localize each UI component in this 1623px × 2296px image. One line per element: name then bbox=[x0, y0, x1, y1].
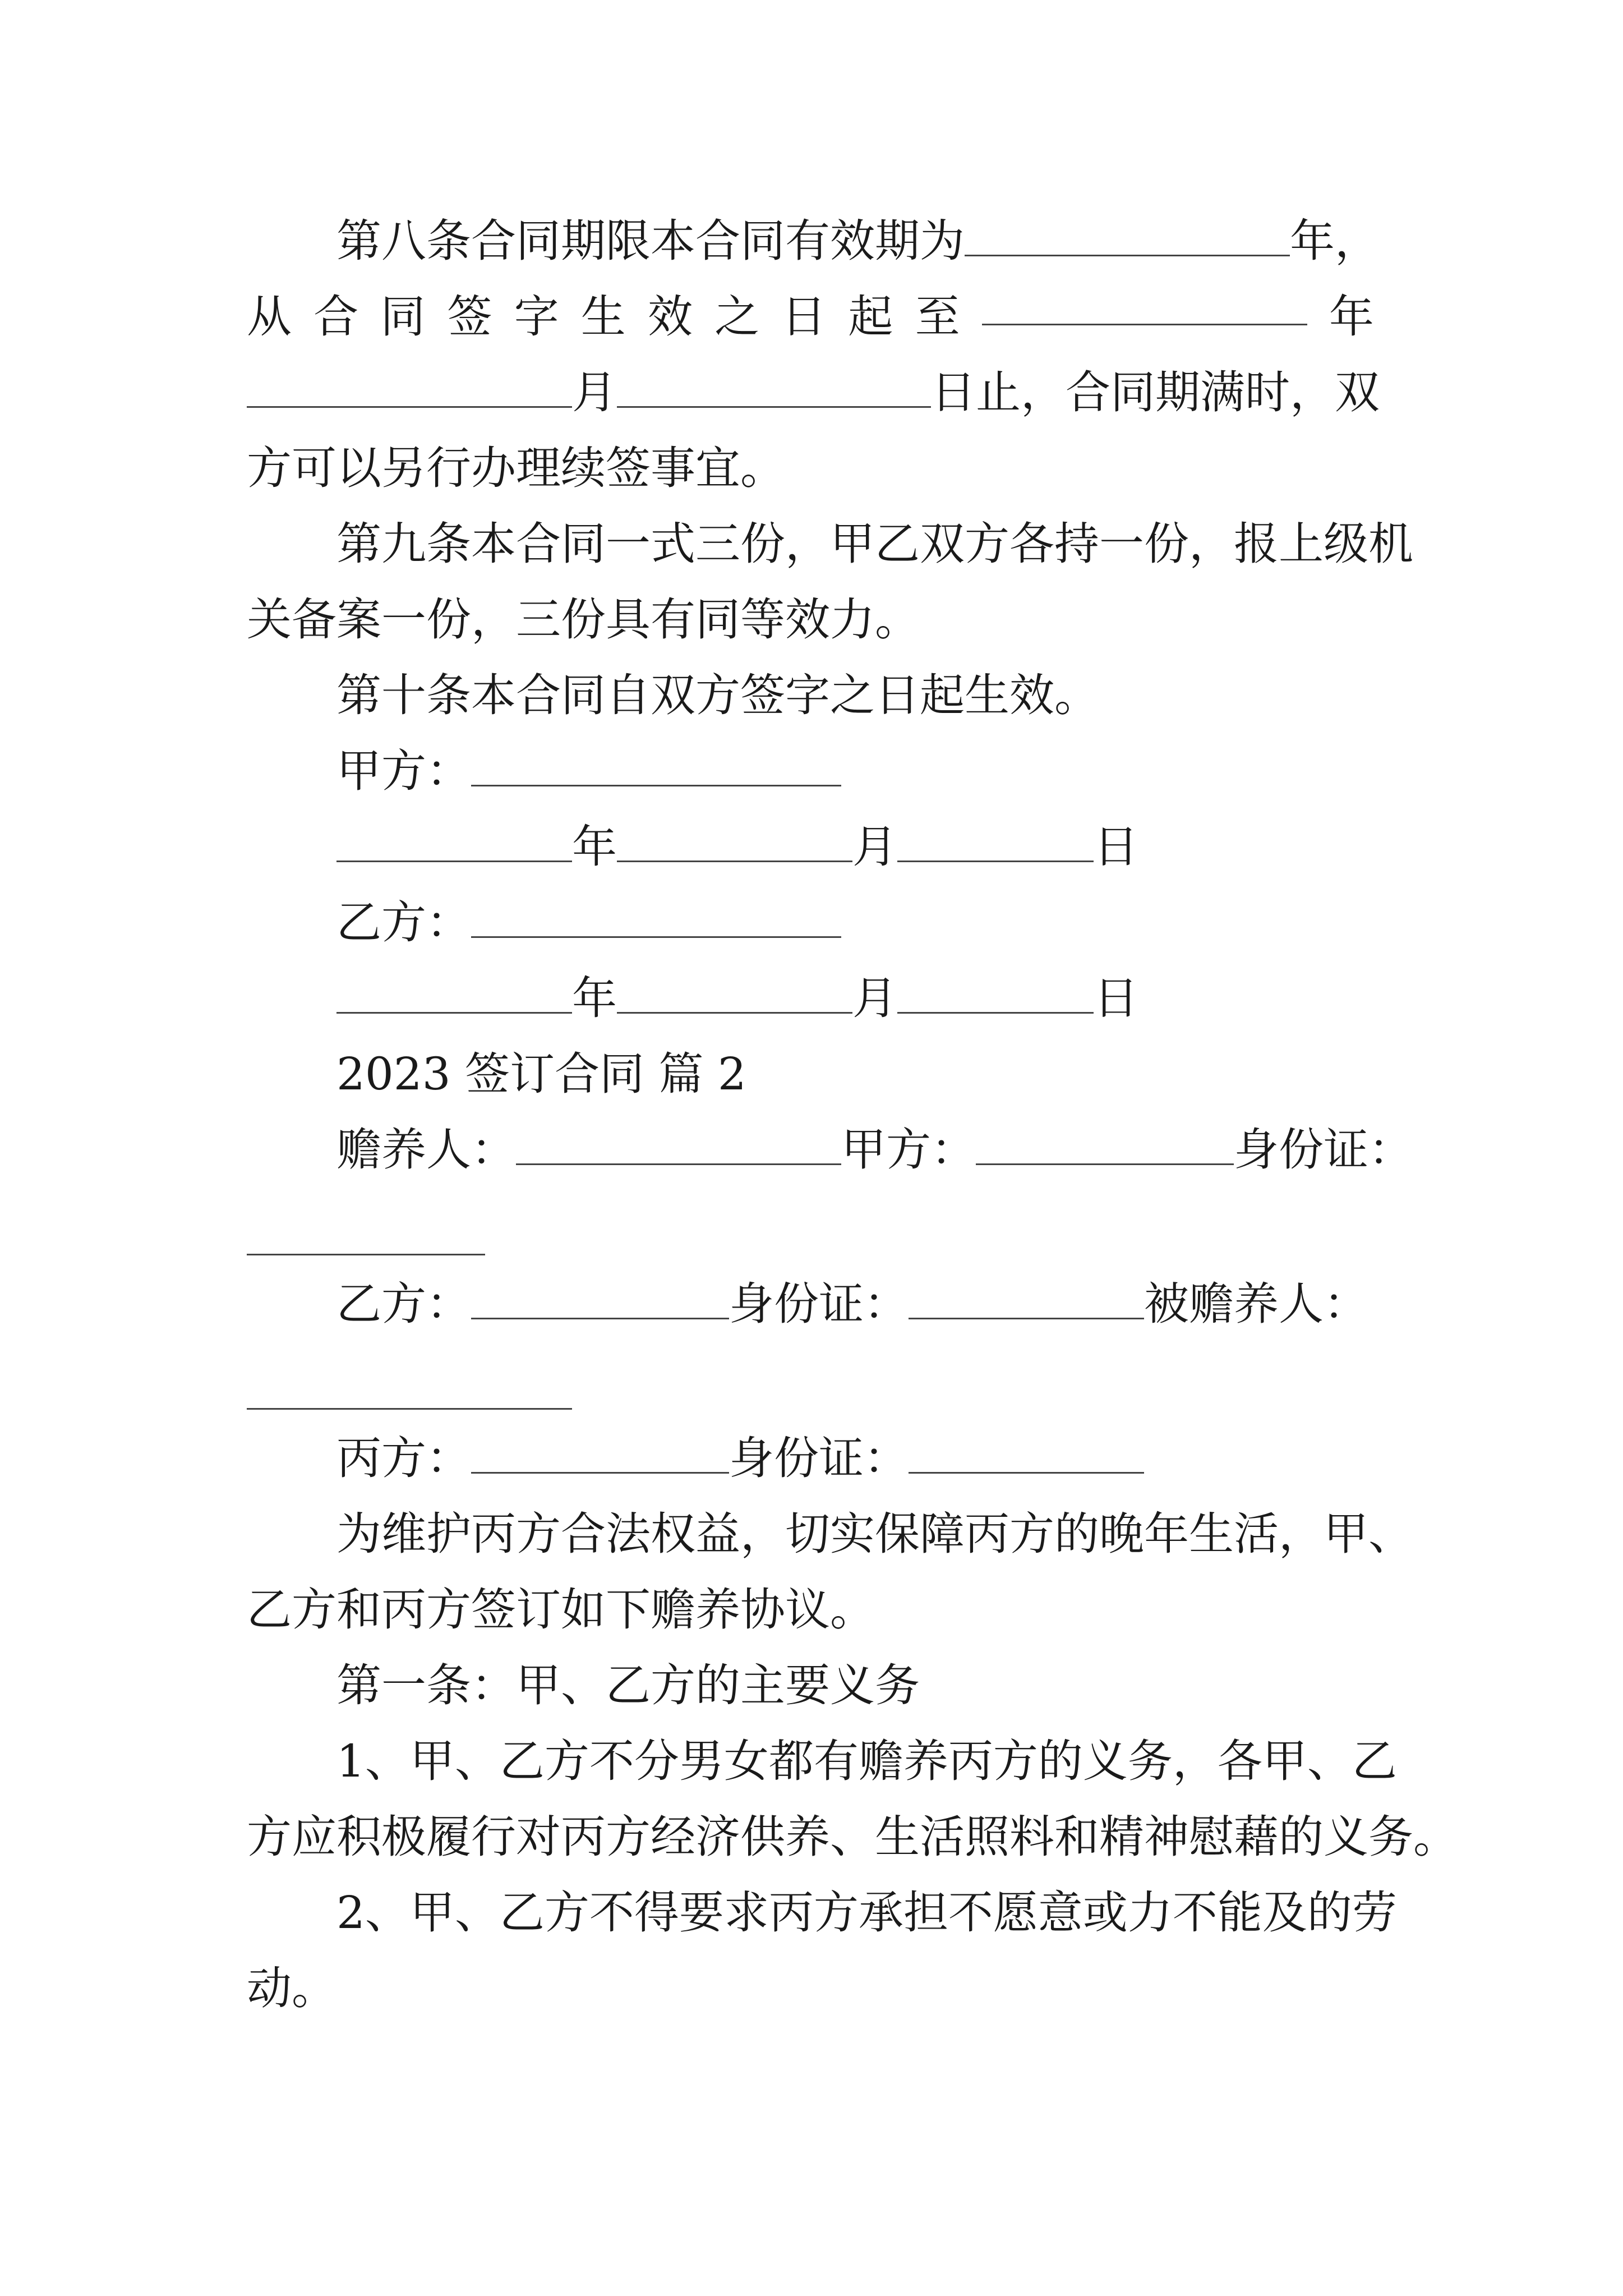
art8-line2 bbox=[247, 289, 1374, 345]
art8-line4: 方可以另行办理续签事宜。 bbox=[247, 442, 785, 494]
item2-line1: 2、甲、乙方不得要求丙方承担不愿意或力不能及的劳 bbox=[336, 1887, 1397, 1939]
section-title: 2023 签订合同 篇 2 bbox=[336, 1048, 746, 1100]
art8-line3 bbox=[247, 365, 1380, 421]
month-label: 月 bbox=[852, 821, 897, 873]
day-label: 日 bbox=[1094, 821, 1138, 873]
b-id-blank[interactable] bbox=[909, 1283, 1144, 1319]
char: 起 bbox=[848, 291, 893, 343]
c-id-blank[interactable] bbox=[909, 1437, 1144, 1474]
art8-text: 第八条合同期限本合同有效期为 bbox=[336, 215, 965, 267]
party-b-date bbox=[336, 970, 1138, 1027]
c-blank[interactable] bbox=[471, 1437, 729, 1474]
blank-end-year[interactable] bbox=[982, 289, 1307, 325]
item2-line2: 动。 bbox=[247, 1962, 336, 2014]
month-label: 月 bbox=[852, 972, 897, 1024]
party-a-line bbox=[336, 743, 841, 799]
id-label: 身份证： bbox=[729, 1432, 909, 1484]
c-line bbox=[336, 1430, 1144, 1487]
blank-end-day[interactable] bbox=[617, 371, 931, 408]
intro-line1: 为维护丙方合法权益，切实保障丙方的晚年生活，甲、 bbox=[336, 1508, 1413, 1560]
art9-line1: 第九条本合同一式三份，甲乙双方各持一份，报上级机 bbox=[336, 518, 1413, 570]
year-label: 年 bbox=[572, 972, 617, 1024]
char: 年 bbox=[1329, 291, 1374, 343]
supported-label: 被赡养人： bbox=[1144, 1278, 1368, 1330]
supporter-label: 赡养人： bbox=[336, 1124, 516, 1176]
art8-line1 bbox=[336, 213, 1380, 269]
char: 效 bbox=[647, 291, 693, 343]
blank-year[interactable] bbox=[336, 826, 572, 862]
art8-day-end: 日止，合同期满时，双 bbox=[931, 366, 1380, 418]
blank-day[interactable] bbox=[897, 826, 1094, 862]
char: 日 bbox=[781, 291, 827, 343]
blank-day[interactable] bbox=[897, 977, 1094, 1014]
year-label: 年 bbox=[572, 821, 617, 873]
party-b-line bbox=[336, 895, 841, 951]
blank-year[interactable] bbox=[336, 977, 572, 1014]
supported-blank[interactable] bbox=[247, 1408, 572, 1410]
char: 签 bbox=[447, 291, 492, 343]
blank-end-month[interactable] bbox=[247, 371, 572, 408]
char: 至 bbox=[915, 291, 960, 343]
art10: 第十条本合同自双方签字之日起生效。 bbox=[336, 669, 1099, 721]
blank-term-years[interactable] bbox=[965, 220, 1290, 256]
a-label: 甲方： bbox=[841, 1124, 976, 1176]
day-label: 日 bbox=[1094, 972, 1138, 1024]
party-b-signature-blank[interactable] bbox=[471, 901, 841, 938]
a-id-blank[interactable] bbox=[247, 1254, 485, 1255]
blank-month[interactable] bbox=[617, 826, 852, 862]
char: 合 bbox=[313, 291, 359, 343]
a-blank[interactable] bbox=[976, 1129, 1234, 1165]
art1-title: 第一条：甲、乙方的主要义务 bbox=[336, 1659, 920, 1711]
id-label: 身份证： bbox=[729, 1278, 909, 1330]
b-blank[interactable] bbox=[471, 1283, 729, 1319]
char: 从 bbox=[247, 291, 292, 343]
intro-line2: 乙方和丙方签订如下赡养协议。 bbox=[247, 1584, 875, 1636]
char: 之 bbox=[714, 291, 760, 343]
blank-month[interactable] bbox=[617, 977, 852, 1014]
char: 生 bbox=[580, 291, 626, 343]
item1-line1: 1、甲、乙方不分男女都有赡养丙方的义务，各甲、乙 bbox=[336, 1735, 1397, 1787]
b-label: 乙方： bbox=[336, 1278, 471, 1330]
b-line bbox=[336, 1276, 1368, 1332]
month-label: 月 bbox=[572, 366, 617, 418]
char: 同 bbox=[380, 291, 426, 343]
party-a-date bbox=[336, 819, 1138, 875]
year-suffix: 年， bbox=[1290, 215, 1380, 267]
id-label: 身份证： bbox=[1234, 1124, 1413, 1176]
art9-line2: 关备案一份，三份具有同等效力。 bbox=[247, 593, 920, 646]
char: 字 bbox=[514, 291, 559, 343]
party-a-signature-blank[interactable] bbox=[471, 750, 841, 786]
party-a-label: 甲方： bbox=[336, 745, 471, 797]
party-b-label: 乙方： bbox=[336, 896, 471, 949]
supporter-blank[interactable] bbox=[516, 1129, 841, 1165]
item1-line2: 方应积极履行对丙方经济供养、生活照料和精神慰藉的义务。 bbox=[247, 1811, 1458, 1863]
supporter-line bbox=[336, 1122, 1413, 1178]
c-label: 丙方： bbox=[336, 1432, 471, 1484]
